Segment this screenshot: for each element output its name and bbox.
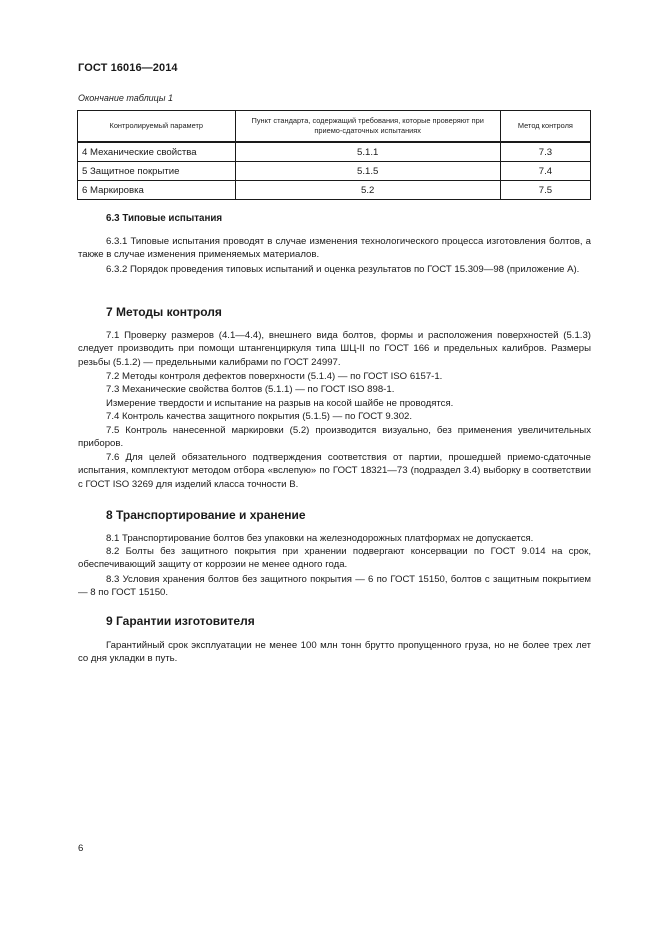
column-header-standard-clause: Пункт стандарта, содержащий требования, которые проверяют при приемо-сдаточных испытаниях [235,111,500,143]
cell-clause: 5.2 [235,181,500,200]
paragraph-6-3-1: 6.3.1 Типовые испытания проводят в случае изменения технологического процесса изготовления болтов, а также в случае изменения применяемых материалов. [78,236,591,261]
paragraph-7-2: 7.2 Методы контроля дефектов поверхности (5.1.4) — по ГОСТ ISO 6157-1. [106,371,443,382]
paragraph-8-1: 8.1 Транспортирование болтов без упаковки на железнодорожных платформах не допускается. [106,533,534,544]
paragraph-6-3-2: 6.3.2 Порядок проведения типовых испытаний и оценка результатов по ГОСТ 15.309—98 (приложение А). [106,264,580,275]
acceptance-test-table [77,110,591,200]
cell-parameter: 4 Механические свойства [78,142,236,162]
paragraph-7-1: 7.1 Проверку размеров (4.1—4.4), внешнего вида болтов, формы и расположения поверхностей (5.1.3) следует производить при помощи штангенциркуля типа ШЦ-II по ГОСТ 166 и предельных калибров. Размеры резьбы (5.1.2) — предельными калибрами по ГОСТ 24997. [78,330,591,368]
cell-parameter: 6 Маркировка [78,181,236,200]
paragraph-9: Гарантийный срок эксплуатации не менее 100 млн тонн брутто пропущенного груза, но не более трех лет со дня укладки в путь. [78,640,591,665]
page-number: 6 [78,843,84,854]
paragraph-7-5: 7.5 Контроль нанесенной маркировки (5.2) производится визуально, без применения увеличительных приборов. [78,425,591,450]
section-heading-9: 9 Гарантии изготовителя [106,614,255,628]
paragraph-7-3-note: Измерение твердости и испытание на разрыв на косой шайбе не проводятся. [106,398,454,409]
table-row [78,142,591,162]
section-heading-7: 7 Методы контроля [106,305,222,319]
section-heading-8: 8 Транспортирование и хранение [106,508,306,522]
table-header-row [78,111,591,143]
cell-method: 7.3 [500,142,590,162]
paragraph-7-4: 7.4 Контроль качества защитного покрытия (5.1.5) — по ГОСТ 9.302. [106,411,413,422]
cell-method: 7.5 [500,181,590,200]
paragraph-7-3: 7.3 Механические свойства болтов (5.1.1) — по ГОСТ ISO 898-1. [106,384,395,395]
table-row [78,181,591,200]
cell-parameter: 5 Защитное покрытие [78,162,236,181]
column-header-parameter: Контролируемый параметр [78,111,236,143]
paragraph-8-2: 8.2 Болты без защитного покрытия при хранении подвергают консервации по ГОСТ 9.014 на срок, обеспечивающий защиту от коррозии не менее одного года. [78,546,591,571]
cell-method: 7.4 [500,162,590,181]
cell-clause: 5.1.1 [235,142,500,162]
section-heading-6-3: 6.3 Типовые испытания [106,213,223,224]
document-id-header: ГОСТ 16016—2014 [78,62,178,74]
table-caption: Окончание таблицы 1 [78,93,173,103]
column-header-control-method: Метод контроля [500,111,590,143]
paragraph-7-6: 7.6 Для целей обязательного подтверждения соответствия от партии, прошедшей приемо-сдаточные испытания, комплектуют методом отбора «вслепую» по ГОСТ 18321—73 (подраздел 3.4) выборку в соответствии с ГОСТ ISO 3269 для изделий класса точности В. [78,452,591,490]
cell-clause: 5.1.5 [235,162,500,181]
table-row [78,162,591,181]
paragraph-8-3: 8.3 Условия хранения болтов без защитного покрытия — 6 по ГОСТ 15150, болтов с защитным покрытием — 8 по ГОСТ 15150. [78,574,591,599]
